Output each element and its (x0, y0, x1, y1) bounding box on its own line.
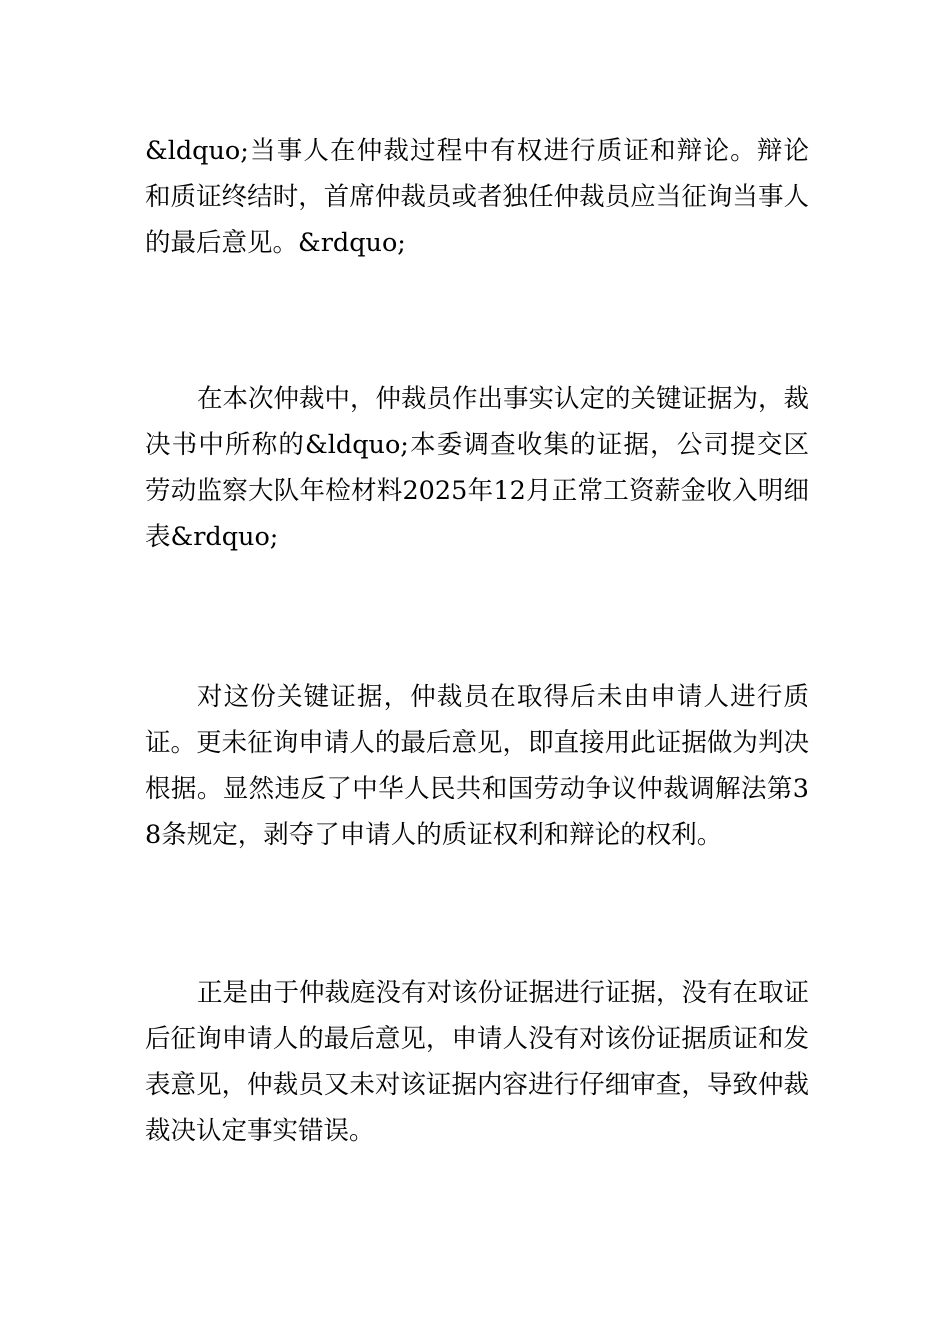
paragraph-violation: 对这份关键证据，仲裁员在取得后未由申请人进行质证。更未征询申请人的最后意见，即直接用此证据做为判决根据。显然违反了中华人民共和国劳动争议仲裁调解法第38条规定，剥夺了申请人的质证权利和辩论的权利。 (145, 682, 809, 850)
paragraph-conclusion: 正是由于仲裁庭没有对该份证据进行证据，没有在取证后征询申请人的最后意见，申请人没有对该份证据质证和发表意见，仲裁员又未对该证据内容进行仔细审查，导致仲裁裁决认定事实错误。 (145, 978, 810, 1146)
paragraph-key-evidence: 在本次仲裁中，仲裁员作出事实认定的关键证据为，裁决书中所称的&ldquo;本委调查收集的证据，公司提交区劳动监察大队年检材料2025年12月正常工资薪金收入明细表&rdquo; (145, 384, 810, 552)
paragraph-quote: &ldquo;当事人在仲裁过程中有权进行质证和辩论。辩论和质证终结时，首席仲裁员或者独任仲裁员应当征询当事人的最后意见。&rdquo; (145, 136, 809, 258)
